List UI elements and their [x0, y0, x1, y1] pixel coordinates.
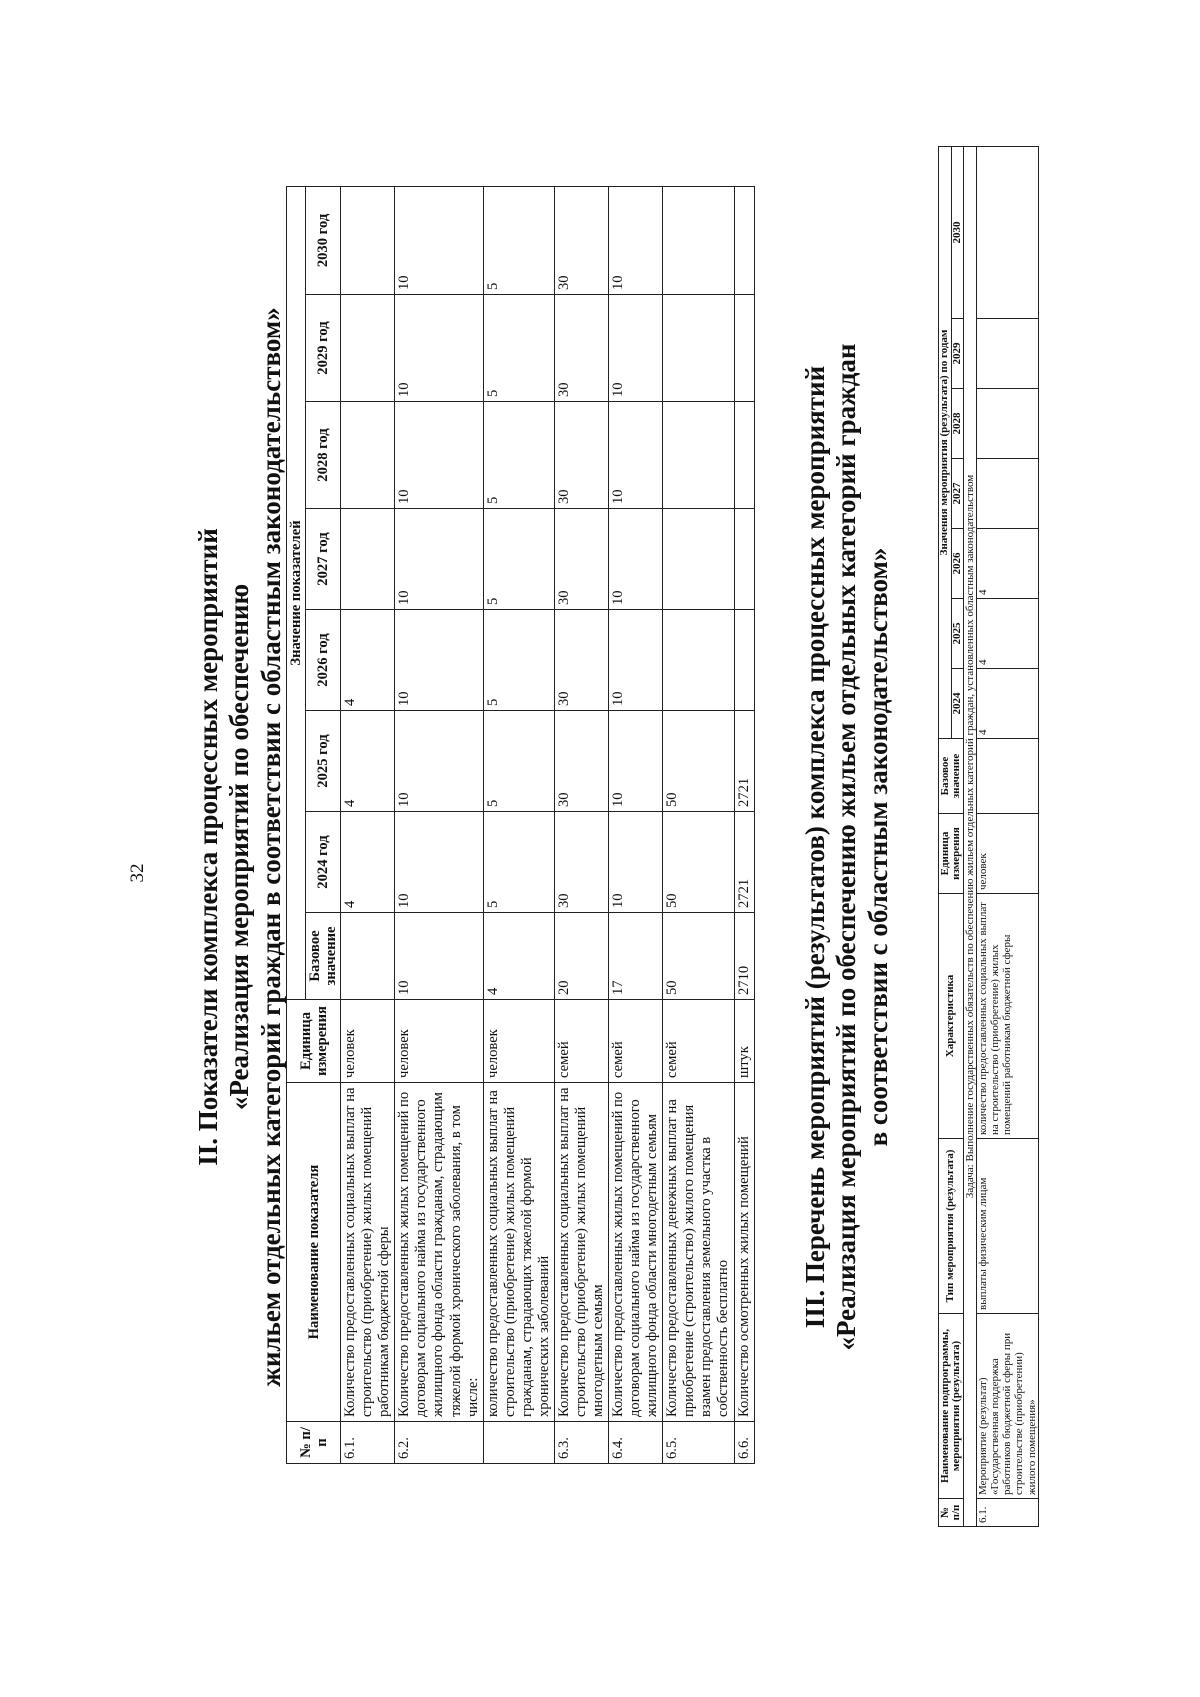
header-year: 2028 год [306, 402, 341, 509]
indicator-year-value: 10 [609, 509, 663, 610]
indicator-year-value [734, 402, 754, 509]
t3-header-unit: Единица измерения [939, 814, 964, 894]
activities-table [938, 146, 1039, 1527]
indicator-base-value: 2710 [734, 913, 754, 1000]
indicator-name: Количество осмотренных жилых помещений [734, 1083, 754, 1422]
indicator-row [341, 186, 395, 1463]
indicator-year-value: 10 [609, 186, 663, 294]
indicator-base-value: 20 [554, 913, 608, 1000]
section-3-title-line: в соответствии с областным законодательством» [862, 547, 893, 1147]
indicator-year-value: 30 [554, 402, 608, 509]
activity-year-value: 4 [977, 599, 1038, 669]
indicators-table-body [341, 186, 754, 1463]
task-text: Задача: Выполнение государственных обязательств по обеспечению жильем отдельных категорий граждан, установленных областным законодательством [964, 146, 977, 1526]
section-2-title [193, 147, 287, 1547]
header-base: Базовое значение [306, 913, 341, 1000]
indicator-year-value: 5 [483, 186, 554, 294]
indicator-year-value: 10 [609, 402, 663, 509]
indicator-year-value: 10 [395, 186, 483, 294]
t3-header-year: 2029 [951, 319, 964, 389]
indicator-year-value: 5 [483, 711, 554, 812]
indicator-year-value [663, 402, 734, 509]
indicator-base-value: 4 [483, 913, 554, 1000]
indicator-year-value: 10 [395, 711, 483, 812]
section-2-title-line: жильем отдельных категорий граждан в соответствии с областным законодательством» [255, 307, 286, 1387]
indicator-unit: семей [554, 1000, 608, 1083]
indicator-unit: семей [609, 1000, 663, 1083]
indicator-year-value: 5 [483, 812, 554, 913]
indicator-year-value: 30 [554, 509, 608, 610]
indicator-year-value: 4 [341, 711, 395, 812]
row-number: 6.1. [341, 1422, 395, 1464]
header-year: 2024 год [306, 812, 341, 913]
row-number: 6.4. [609, 1422, 663, 1464]
indicator-base-value: 17 [609, 913, 663, 1000]
task-row [964, 146, 977, 1526]
indicator-year-value: 2721 [734, 812, 754, 913]
indicator-base-value [341, 913, 395, 1000]
indicator-year-value [341, 186, 395, 294]
indicator-row [483, 186, 554, 1463]
indicator-base-value: 50 [663, 913, 734, 1000]
header-year: 2027 год [306, 509, 341, 610]
activities-table-body [964, 146, 1039, 1526]
indicator-year-value [663, 295, 734, 402]
activity-year-value: 4 [977, 669, 1038, 739]
indicator-year-value [663, 610, 734, 711]
row-number [483, 1422, 554, 1464]
header-num: № п/п [287, 1422, 341, 1464]
t3-header-type: Тип мероприятия (результата) [939, 1139, 964, 1314]
indicator-name: Количество предоставленных социальных выплат на строительство (приобретение) жилых помещений многодетным семьям [554, 1083, 608, 1422]
t3-header-year: 2030 [951, 146, 964, 318]
section-2-title-line: II. Показатели комплекса процессных мероприятий [193, 528, 223, 1166]
indicator-unit: человек [483, 1000, 554, 1083]
t3-header-year: 2024 [951, 669, 964, 739]
indicator-year-value [341, 295, 395, 402]
indicator-year-value: 30 [554, 610, 608, 711]
indicator-year-value: 30 [554, 186, 608, 294]
indicator-unit: семей [663, 1000, 734, 1083]
indicator-name: количество предоставленных социальных выплат на строительство (приобретение) жилых помещений гражданам, страдающих тяжелой формой хронических заболеваний [483, 1083, 554, 1422]
indicator-year-value: 10 [395, 812, 483, 913]
indicator-year-value: 30 [554, 295, 608, 402]
indicator-row [395, 186, 483, 1463]
section-2-title-line: «Реализация мероприятий по обеспечению [224, 583, 255, 1111]
indicators-table [286, 186, 755, 1464]
indicator-row [609, 186, 663, 1463]
section-3-title-line: «Реализация мероприятий по обеспечению жильем отдельных категорий граждан [831, 343, 862, 1351]
indicator-year-value [341, 402, 395, 509]
activity-characteristic: количество предоставленных социальных выплат на строительство (приобретение) жилых помещений работникам бюджетной сферы [977, 894, 1038, 1139]
indicator-unit: штук [734, 1000, 754, 1083]
indicator-name: Количество предоставленных жилых помещений по договорам социального найма из государственного жилищного фонда области многодетным семьям [609, 1083, 663, 1422]
indicator-row [734, 186, 754, 1463]
indicator-year-value: 5 [483, 509, 554, 610]
activity-year-value [977, 389, 1038, 459]
header-year: 2026 год [306, 610, 341, 711]
header-year: 2029 год [306, 295, 341, 402]
activity-name: Мероприятие (результат) «Государственная поддержка работников бюджетной сферы при строительстве (приобретении) жилого помещения» [977, 1314, 1038, 1499]
indicator-year-value [734, 509, 754, 610]
indicator-name: Количество предоставленных социальных выплат на строительство (приобретение) жилых помещений работникам бюджетной сферы [341, 1083, 395, 1422]
indicator-row [554, 186, 608, 1463]
row-number: 6.2. [395, 1422, 483, 1464]
indicator-unit: человек [341, 1000, 395, 1083]
indicator-year-value: 10 [609, 711, 663, 812]
indicator-year-value: 50 [663, 711, 734, 812]
row-number: 6.5. [663, 1422, 734, 1464]
indicator-unit: человек [395, 1000, 483, 1083]
indicator-year-value [663, 509, 734, 610]
activity-number: 6.1. [977, 1499, 1038, 1527]
header-name: Наименование показателя [287, 1083, 341, 1422]
indicator-year-value: 10 [395, 610, 483, 711]
t3-header-name: Наименование подпрограммы, мероприятия (результата) [939, 1314, 964, 1499]
indicator-year-value: 10 [395, 295, 483, 402]
indicator-year-value: 10 [395, 509, 483, 610]
activity-row [977, 146, 1038, 1526]
indicator-year-value [734, 186, 754, 294]
indicator-row [663, 186, 734, 1463]
indicator-name: Количество предоставленных жилых помещений по договорам социального найма из государственного жилищного фонда области гражданам, страдающим тяжелой формой хронического заболевания, в том числе: [395, 1083, 483, 1422]
indicator-year-value: 30 [554, 812, 608, 913]
indicator-year-value: 50 [663, 812, 734, 913]
indicator-base-value: 10 [395, 913, 483, 1000]
t3-header-num: № п/п [939, 1499, 964, 1527]
header-unit: Единица измерения [287, 1000, 341, 1083]
indicator-year-value: 5 [483, 295, 554, 402]
activity-year-value: 4 [977, 529, 1038, 599]
indicator-year-value: 5 [483, 402, 554, 509]
activity-unit: человек [977, 814, 1038, 894]
indicator-year-value: 10 [609, 295, 663, 402]
indicator-year-value: 4 [341, 610, 395, 711]
row-number: 6.6. [734, 1422, 754, 1464]
indicator-year-value: 10 [395, 402, 483, 509]
t3-header-base: Базовое значение [939, 739, 964, 814]
page-number: 32 [127, 863, 148, 883]
indicator-year-value: 10 [609, 610, 663, 711]
activity-type: выплаты физическим лицам [977, 1139, 1038, 1314]
indicator-year-value: 10 [609, 812, 663, 913]
header-year: 2025 год [306, 711, 341, 812]
section-3-title-line: III. Перечень мероприятий (результатов) комплекса процессных мероприятий [800, 365, 830, 1329]
activity-year-value [977, 459, 1038, 529]
t3-header-year: 2028 [951, 389, 964, 459]
indicator-year-value [734, 295, 754, 402]
t3-header-year: 2027 [951, 459, 964, 529]
header-year: 2030 год [306, 186, 341, 294]
t3-header-year: 2025 [951, 599, 964, 669]
indicator-year-value: 4 [341, 812, 395, 913]
indicator-name: Количество предоставленных денежных выплат на приобретение (строительство) жилого помещения взамен предоставления земельного участка в собственность бесплатно [663, 1083, 734, 1422]
indicator-year-value: 5 [483, 610, 554, 711]
t3-header-characteristic: Характеристика [939, 894, 964, 1139]
header-values-group: Значение показателей [287, 186, 306, 999]
section-3-title [800, 197, 894, 1497]
indicator-year-value: 2721 [734, 711, 754, 812]
indicator-year-value [663, 186, 734, 294]
activity-year-value [977, 319, 1038, 389]
indicator-year-value: 30 [554, 711, 608, 812]
activity-year-value [977, 146, 1038, 318]
indicator-year-value [734, 610, 754, 711]
t3-header-year: 2026 [951, 529, 964, 599]
row-number: 6.3. [554, 1422, 608, 1464]
activity-base-value [977, 739, 1038, 814]
t3-header-values-group: Значения мероприятия (результата) по годам [939, 146, 952, 738]
indicator-year-value [341, 509, 395, 610]
